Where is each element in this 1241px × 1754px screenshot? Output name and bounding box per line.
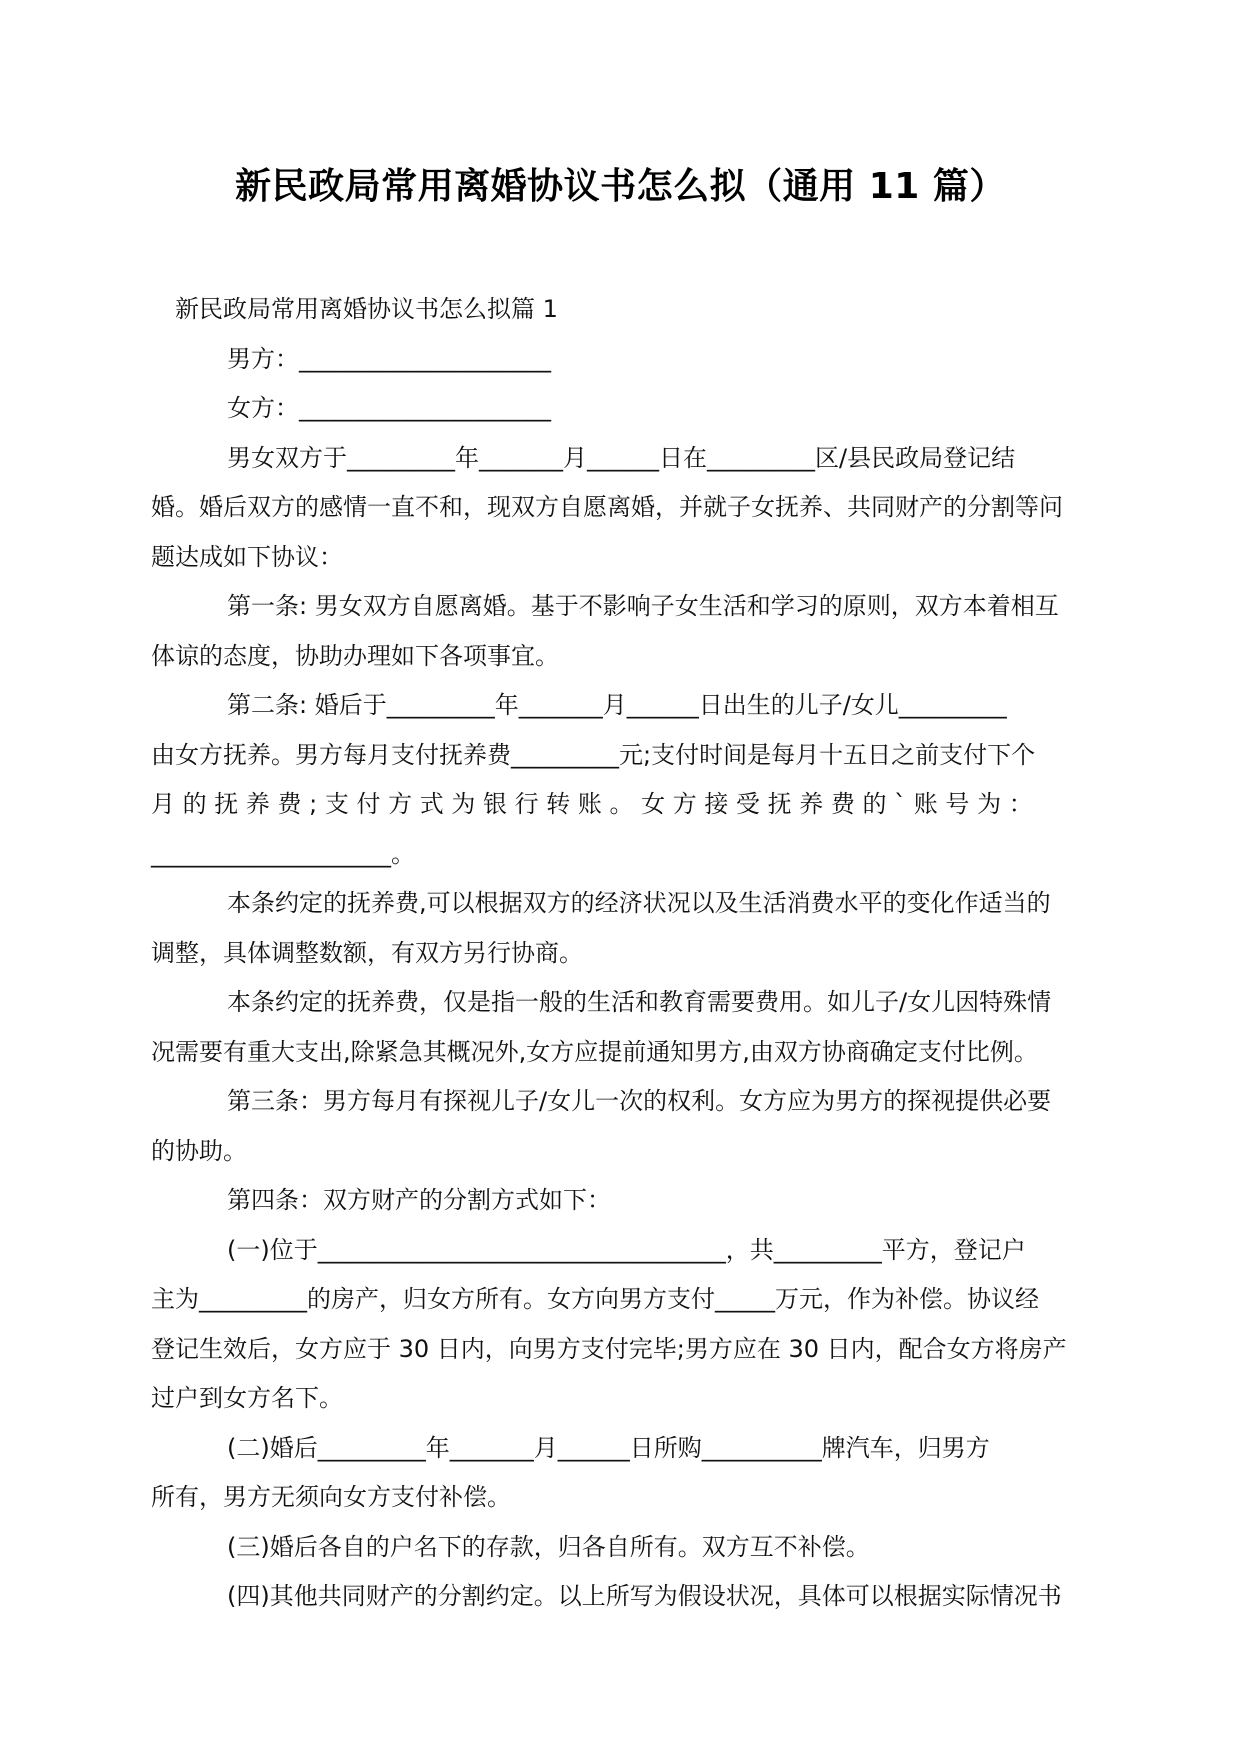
document-body [151, 285, 1091, 1622]
paragraph-line: 第三条：男方每月有探视儿子/女儿一次的权利。女方应为男方的探视提供必要 [227, 1087, 1052, 1115]
paragraph-line: 体谅的态度，协助办理如下各项事宜。 [151, 641, 559, 670]
paragraph-line: 婚。婚后双方的感情一直不和，现双方自愿离婚，并就子女抚养、共同财产的分割等问 [151, 493, 1063, 521]
paragraph-line: 题达成如下协议： [151, 542, 343, 571]
paragraph-line: (三)婚后各自的户名下的存款，归各自所有。双方互不补偿。 [227, 1532, 870, 1561]
paragraph-line: 第一条: 男女双方自愿离婚。基于不影响子女生活和学习的原则，双方本着相互 [227, 592, 1059, 620]
paragraph-line: 主为_________的房产，归女方所有。女方向男方支付_____万元，作为补偿。协议经 [151, 1285, 1039, 1313]
paragraph-line: (四)其他共同财产的分割约定。以上所写为假设状况，具体可以根据实际情况书 [227, 1582, 1062, 1610]
paragraph-line: 本条约定的抚养费,可以根据双方的经济状况以及生活消费水平的变化作适当的 [227, 889, 1051, 917]
paragraph-line: 男方：_____________________ [227, 344, 551, 373]
paragraph-line: 女方：_____________________ [227, 394, 551, 422]
paragraph-line: 登记生效后，女方应于 30 日内，向男方支付完毕;男方应在 30 日内，配合女方将房产 [151, 1334, 1067, 1363]
paragraph-line: 月 的 抚 养 费 ; 支 付 方 式 为 银 行 转 账 。 女 方 接 受 抚 养 费 的 ` 账 号 为 ： [151, 790, 1033, 818]
paragraph-line: (二)婚后_________年_______月______日所购__________牌汽车，归男方 [227, 1433, 990, 1462]
paragraph-line: 调整，具体调整数额，有双方另行协商。 [151, 938, 583, 967]
paragraph-line: 所有，男方无须向女方支付补偿。 [151, 1483, 511, 1511]
paragraph-line: 本条约定的抚养费，仅是指一般的生活和教育需要费用。如儿子/女儿因特殊情 [227, 988, 1052, 1016]
paragraph-line: 男女双方于_________年_______月______日在_________区/县民政局登记结 [227, 443, 1016, 472]
paragraph-line: 第二条: 婚后于_________年_______月______日出生的儿子/女儿_________ [227, 691, 1007, 719]
paragraph-line: ____________________。 [151, 839, 415, 868]
paragraph-line: 由女方抚养。男方每月支付抚养费_________元;支付时间是每月十五日之前支付下个 [151, 740, 1036, 769]
paragraph-line: (一)位于__________________________________，共_________平方，登记户 [227, 1235, 1026, 1264]
paragraph-line: 第四条：双方财产的分割方式如下： [227, 1186, 611, 1214]
section-heading: 新民政局常用离婚协议书怎么拟篇 1 [175, 295, 558, 323]
document-title: 新民政局常用离婚协议书怎么拟（通用 11 篇） [235, 166, 1006, 207]
paragraph-line: 况需要有重大支出,除紧急其概况外,女方应提前通知男方,由双方协商确定支付比例。 [151, 1037, 1038, 1066]
paragraph-line: 的协助。 [151, 1136, 247, 1165]
paragraph-line: 过户到女方名下。 [151, 1384, 343, 1412]
